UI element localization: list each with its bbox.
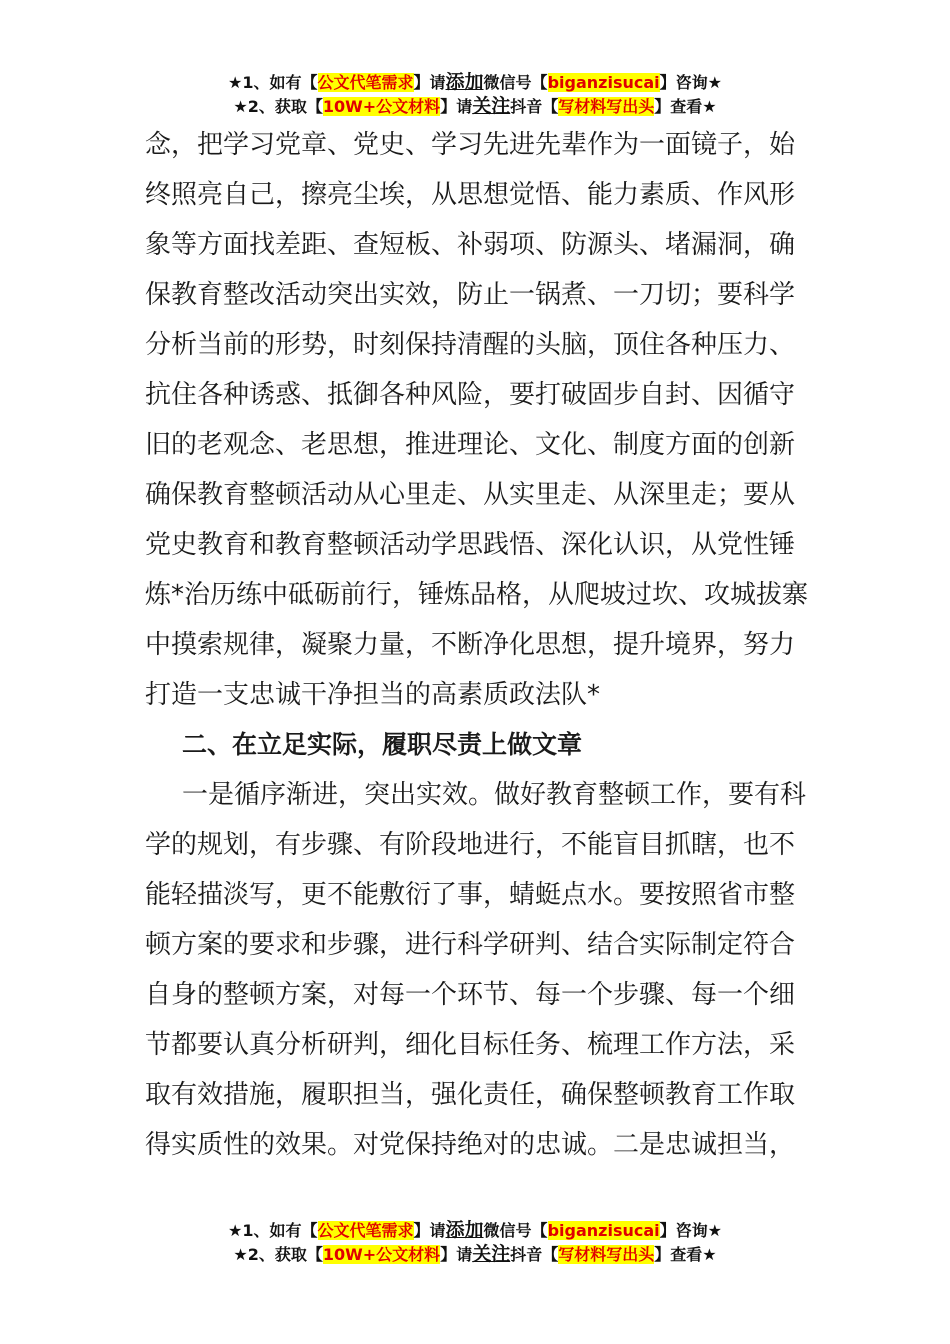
banner-text: 抖音【 [510,1245,559,1264]
paragraph-1 [145,120,810,720]
document-body [145,120,810,1170]
underlined-text: 添加 [445,71,484,93]
banner-text: ★2、获取【 [233,97,323,116]
text-line: 象等方面找差距、查短板、补弱项、防源头、堵漏洞，确 [145,230,796,260]
banner-line-2 [0,94,950,118]
footer-banner [0,1218,950,1266]
text-line: 抗住各种诱惑、抵御各种风险，要打破固步自封、因循守 [145,380,796,410]
text-line: 炼*治历练中砥砺前行，锤炼品格，从爬坡过坎、攻城拔寨 [145,580,809,610]
text-line: 顿方案的要求和步骤，进行科学研判、结合实际制定符合 [145,930,796,960]
wechat-id: biganzisucai [547,73,660,92]
highlight-text: 10W+公文材料 [322,1245,441,1264]
banner-text: 微信号【 [483,1221,548,1240]
text-line: 得实质性的效果。对党保持绝对的忠诚。二是忠诚担当， [145,1130,796,1160]
underlined-text: 关注 [472,1243,511,1265]
banner-text: 】请 [413,1221,446,1240]
text-line: 学的规划，有步骤、有阶段地进行，不能盲目抓瞎，也不 [145,830,796,860]
douyin-account: 写材料写出头 [558,97,655,116]
text-line: 能轻描淡写，更不能敷衍了事，蜻蜓点水。要按照省市整 [145,880,796,910]
underlined-text: 关注 [472,95,511,117]
text-line: 中摸索规律，凝聚力量，不断净化思想，提升境界，努力 [145,630,796,660]
banner-text: ★2、获取【 [233,1245,323,1264]
text-line: 取有效措施，履职担当，强化责任，确保整顿教育工作取 [145,1080,796,1110]
highlight-text: 公文代笔需求 [317,73,414,92]
text-line: 自身的整顿方案，对每一个环节、每一个步骤、每一个细 [145,980,796,1010]
banner-line-2 [0,1242,950,1266]
text-line: 旧的老观念、老思想，推进理论、文化、制度方面的创新 [145,430,796,460]
banner-line-1 [0,70,950,94]
banner-text: 】咨询★ [659,1221,722,1240]
banner-text: 抖音【 [510,97,559,116]
banner-text: ★1、如有【 [228,73,318,92]
text-line: 一是循序渐进，突出实效。做好教育整顿工作，要有科 [182,780,807,810]
banner-text: ★1、如有【 [228,1221,318,1240]
banner-text: 】请 [440,1245,473,1264]
highlight-text: 10W+公文材料 [322,97,441,116]
banner-text: 】请 [440,97,473,116]
banner-text: 】请 [413,73,446,92]
text-line: 党史教育和教育整顿活动学思践悟、深化认识，从党性锤 [145,530,796,560]
banner-line-1 [0,1218,950,1242]
wechat-id: biganzisucai [547,1221,660,1240]
text-line: 打造一支忠诚干净担当的高素质政法队* [145,680,601,710]
text-line: 节都要认真分析研判，细化目标任务、梳理工作方法，采 [145,1030,796,1060]
text-line: 分析当前的形势，时刻保持清醒的头脑，顶住各种压力、 [145,330,796,360]
douyin-account: 写材料写出头 [558,1245,655,1264]
banner-text: 】查看★ [654,1245,717,1264]
text-line: 确保教育整顿活动从心里走、从实里走、从深里走；要从 [145,480,796,510]
banner-text: 】咨询★ [659,73,722,92]
banner-text: 微信号【 [483,73,548,92]
text-line: 保教育整改活动突出实效，防止一锅煮、一刀切；要科学 [145,280,796,310]
text-line: 终照亮自己，擦亮尘埃，从思想觉悟、能力素质、作风形 [145,180,796,210]
underlined-text: 添加 [445,1219,484,1241]
text-line: 念，把学习党章、党史、学习先进先辈作为一面镜子，始 [145,130,796,160]
header-banner [0,70,950,118]
paragraph-2 [145,770,810,1170]
highlight-text: 公文代笔需求 [317,1221,414,1240]
banner-text: 】查看★ [654,97,717,116]
section-heading: 二、在立足实际，履职尽责上做文章 [182,730,583,759]
